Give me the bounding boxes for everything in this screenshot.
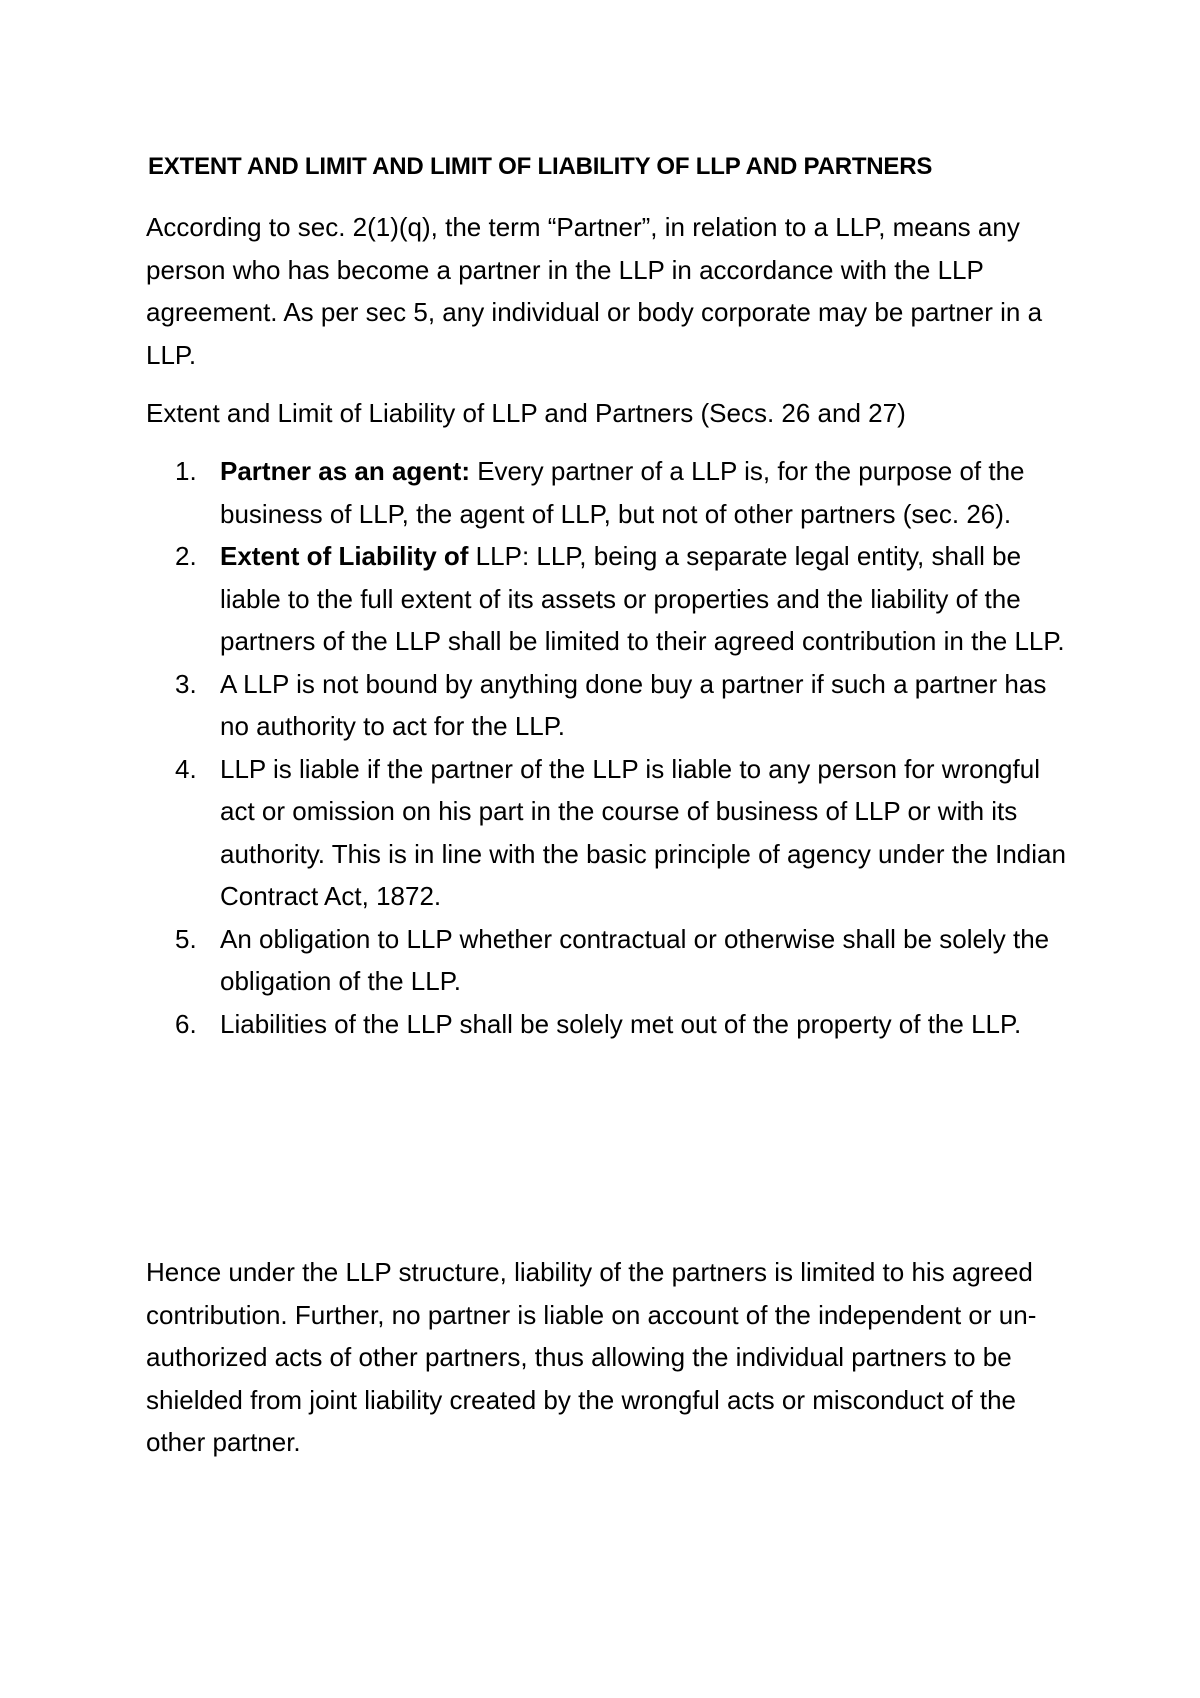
list-item	[146, 450, 1076, 535]
list-item-number: 6.	[175, 1008, 197, 1039]
list-item-lead: Extent of Liability of	[220, 541, 469, 571]
list-item-text: An obligation to LLP whether contractual or otherwise shall be solely the obligation of the LLP.	[220, 923, 1050, 996]
list-item-number: 1.	[175, 456, 197, 486]
list-item-text: Liabilities of the LLP shall be solely met out of the property of the LLP.	[220, 1008, 1022, 1039]
list-item-number: 4.	[175, 753, 197, 784]
list-item-text: Every partner of a LLP is, for the purpose of the business of LLP, the agent of LLP, but not of other partners (sec. 26).	[220, 456, 1025, 529]
list-item	[146, 535, 1076, 663]
list-item-lead: Partner as an agent:	[220, 456, 470, 486]
list-item-text: LLP is liable if the partner of the LLP is liable to any person for wrongful act or omission on his part in the course of business of LLP or with its authority. This is in line with the basic principle of agency under the Indian Contract Act, 1872.	[220, 753, 1066, 911]
conclusion-paragraph: Hence under the LLP structure, liability of the partners is limited to his agreed contribution. Further, no partner is liable on account of the independent or un-authorized acts of other partners, thus allowing the individual partners to be shielded from joint liability created by the wrongful acts or misconduct of the other partner.	[146, 1257, 1037, 1457]
liability-list	[146, 450, 1076, 1045]
list-item-number: 3.	[175, 668, 197, 699]
list-item	[146, 918, 1076, 1003]
list-item-text: LLP: LLP, being a separate legal entity, shall be liable to the full extent of its assets or properties and the liability of the partners of the LLP shall be limited to their agreed contribution in the LLP.	[220, 541, 1065, 656]
intro-paragraph: According to sec. 2(1)(q), the term “Partner”, in relation to a LLP, means any person who has become a partner in the LLP in accordance with the LLP agreement. As per sec 5, any individual or body corporate may be partner in a LLP.	[146, 212, 1043, 370]
list-item-text: A LLP is not bound by anything done buy a partner if such a partner has no authority to act for the LLP.	[220, 668, 1047, 741]
list-item	[146, 748, 1076, 918]
list-item-number: 2.	[175, 541, 197, 571]
document-title: EXTENT AND LIMIT AND LIMIT OF LIABILITY OF LLP AND PARTNERS	[148, 153, 933, 180]
section-subheading: Extent and Limit of Liability of LLP and Partners (Secs. 26 and 27)	[146, 398, 906, 428]
list-item-number: 5.	[175, 923, 197, 954]
list-item	[146, 1003, 1076, 1046]
list-item	[146, 663, 1076, 748]
